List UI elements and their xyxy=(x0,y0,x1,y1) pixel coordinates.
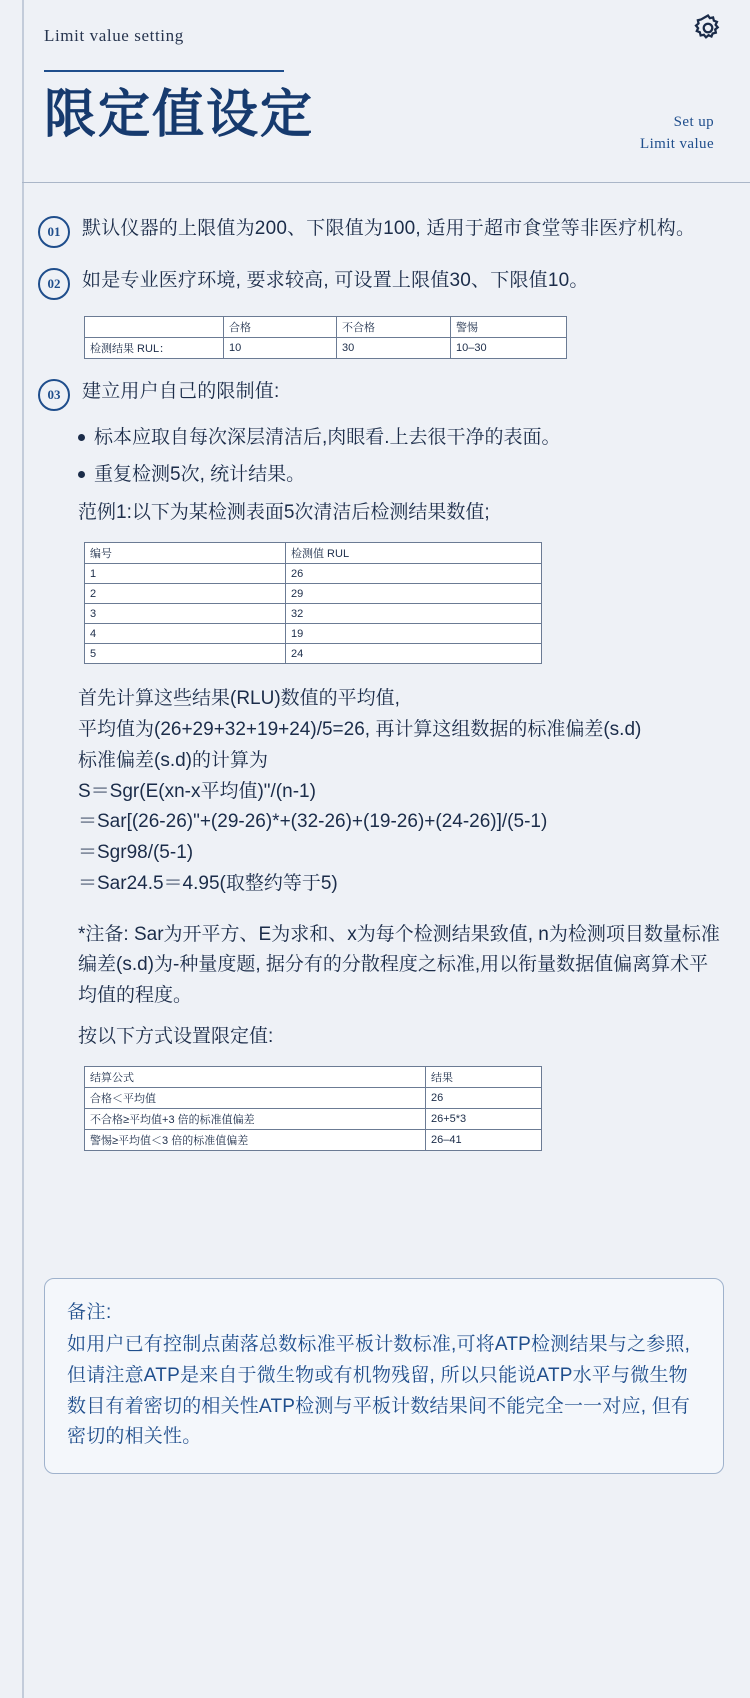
table-cell: 26 xyxy=(426,1088,542,1109)
calc-line: ＝Sar[(26-26)"+(29-26)*+(32-26)+(19-26)+(24-26)]/(5-1) xyxy=(78,811,548,833)
table-cell: 30 xyxy=(337,338,451,359)
table-cell: 19 xyxy=(286,624,542,644)
bullet-dot-icon xyxy=(78,434,85,441)
remark-box xyxy=(44,1278,724,1474)
bullet-dot-icon xyxy=(78,471,85,478)
table-row xyxy=(85,1067,542,1088)
bullet-text: 标本应取自每次深层清洁后,肉眼看.上去很干净的表面。 xyxy=(94,427,561,448)
table-cell: 1 xyxy=(85,564,286,584)
table-header-cell: 编号 xyxy=(85,543,286,564)
table-header-cell xyxy=(85,317,224,338)
bullet-text: 重复检测5次, 统计结果。 xyxy=(94,464,306,486)
english-subtitle-line2: Limit value xyxy=(640,135,714,152)
item-number-badge: 03 xyxy=(38,379,70,411)
table-cell: 5 xyxy=(85,644,286,664)
table-row xyxy=(85,338,567,359)
item-text: 如是专业医疗环境, 要求较高, 可设置上限值30、下限值10。 xyxy=(82,270,589,291)
table-header-cell: 结果 xyxy=(426,1067,542,1088)
formula-table-wrapper xyxy=(84,1066,722,1151)
list-item xyxy=(38,377,722,411)
table-header-cell: 合格 xyxy=(224,317,337,338)
table-header-cell: 不合格 xyxy=(337,317,451,338)
main-content xyxy=(0,196,750,1151)
samples-table-wrapper xyxy=(84,542,722,664)
bullet-list xyxy=(78,423,722,490)
samples-table xyxy=(84,542,542,664)
list-item xyxy=(38,214,722,248)
formula-table xyxy=(84,1066,542,1151)
list-item xyxy=(78,423,722,452)
table-row xyxy=(85,317,567,338)
calc-line: ＝Sgr98/(5-1) xyxy=(78,842,194,864)
remark-title: 备注: xyxy=(67,1302,112,1323)
remark-body: 如用户已有控制点菌落总数标准平板计数标准,可将ATP检测结果与之参照, 但请注意ATP是来自于微生物或有机物残留, 所以只能说ATP水平与微生物数目有着密切的相关性ATP检测与平板计数结果间不能完全一一对应, 但有密切的相关性。 xyxy=(67,1334,691,1448)
gear-icon[interactable] xyxy=(692,12,724,44)
calc-line: 平均值为(26+29+32+19+24)/5=26, 再计算这组数据的标准偏差(s.d) xyxy=(78,719,642,741)
table-cell: 警惕≥平均值＜3 倍的标准值偏差 xyxy=(85,1130,426,1151)
item-number-badge: 01 xyxy=(38,216,70,248)
table-cell: 4 xyxy=(85,624,286,644)
table-cell: 29 xyxy=(286,584,542,604)
calculation-block xyxy=(78,684,722,899)
table-cell: 不合格≥平均值+3 倍的标准值偏差 xyxy=(85,1109,426,1130)
header-title: Limit value setting xyxy=(44,26,184,45)
calc-line: 标准偏差(s.d)的计算为 xyxy=(78,749,269,771)
table-cell: 10 xyxy=(224,338,337,359)
table-row xyxy=(85,604,542,624)
table-cell: 26 xyxy=(286,564,542,584)
table-cell: 26–41 xyxy=(426,1130,542,1151)
table-row xyxy=(85,624,542,644)
table-row xyxy=(85,564,542,584)
item-text: 建立用户自己的限制值: xyxy=(82,381,280,402)
limits-table-wrapper xyxy=(84,316,722,359)
table-header-cell: 结算公式 xyxy=(85,1067,426,1088)
calc-line: S＝Sgr(E(xn-x平均值)"/(n-1) xyxy=(78,780,316,802)
table-row xyxy=(85,1088,542,1109)
table-row xyxy=(85,584,542,604)
limits-table xyxy=(84,316,567,359)
page-header xyxy=(0,0,750,64)
example-caption: 范例1:以下为某检测表面5次清洁后检测结果数值; xyxy=(78,501,490,523)
table-cell: 24 xyxy=(286,644,542,664)
note-text: *注备: Sar为开平方、E为求和、x为每个检测结果致值, n为检测项目数量标准编差(s.d)为-种量度题, 据分有的分散程度之标准,用以衔量数据值偏离算术平均值的程度。 xyxy=(78,923,720,1007)
list-item xyxy=(78,460,722,489)
table-cell: 10–30 xyxy=(451,338,567,359)
table-header-cell: 检测值 RUL xyxy=(286,543,542,564)
table-cell: 32 xyxy=(286,604,542,624)
item-number-badge: 02 xyxy=(38,268,70,300)
list-item xyxy=(38,266,722,300)
table-header-cell: 警惕 xyxy=(451,317,567,338)
calc-line: 首先计算这些结果(RLU)数值的平均值, xyxy=(78,688,400,710)
english-subtitle-line1: Set up xyxy=(673,114,714,130)
table-cell: 3 xyxy=(85,604,286,624)
table-row xyxy=(85,543,542,564)
setting-caption: 按以下方式设置限定值: xyxy=(78,1025,274,1047)
english-subtitle xyxy=(640,112,714,156)
title-block xyxy=(0,64,750,186)
item-text: 默认仪器的上限值为200、下限值为100, 适用于超市食堂等非医疗机构。 xyxy=(82,218,696,239)
calc-line: ＝Sar24.5＝4.95(取整约等于5) xyxy=(78,872,338,894)
table-cell: 合格＜平均值 xyxy=(85,1088,426,1109)
table-row xyxy=(85,644,542,664)
title-divider-long xyxy=(22,182,750,183)
table-cell: 2 xyxy=(85,584,286,604)
table-row xyxy=(85,1109,542,1130)
page-title: 限定值设定 xyxy=(44,87,315,144)
table-cell: 检测结果 RUL： xyxy=(85,338,224,359)
table-row xyxy=(85,1130,542,1151)
table-cell: 26+5*3 xyxy=(426,1109,542,1130)
